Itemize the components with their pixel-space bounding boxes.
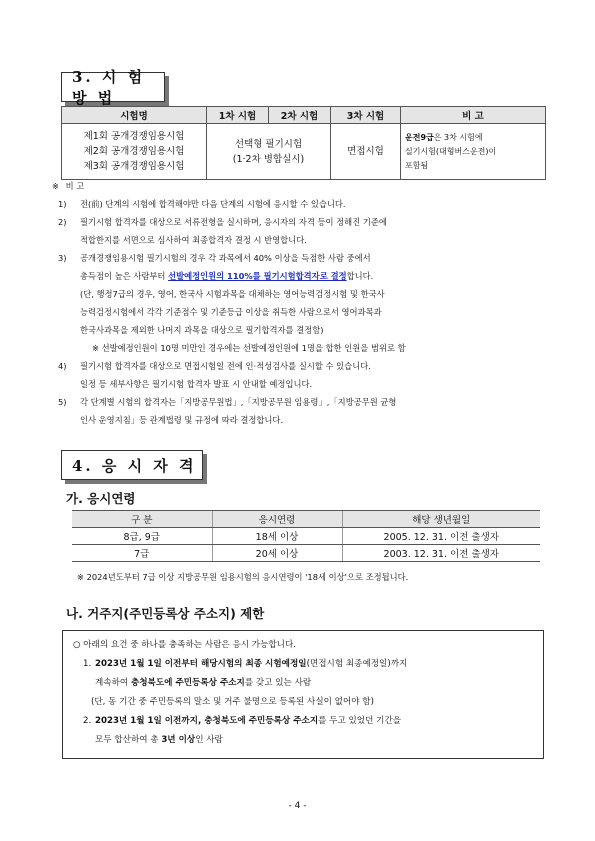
stage-1-2-remark: (1·2차 병합실시) xyxy=(232,153,305,165)
requirement-item xyxy=(73,655,533,674)
note-bold: 운전9급 xyxy=(405,132,434,142)
notes-block xyxy=(52,177,552,429)
notes-heading xyxy=(52,177,552,195)
page-number: - 4 - xyxy=(288,801,307,811)
note-text: 인사 운영지침」등 관계법령 및 규정에 따라 결정합니다. xyxy=(80,415,284,425)
age-note: ※ 2024년도부터 7급 이상 지방공무원 임용시험의 응시연령이 '18세 이상'으로 조정됩니다. xyxy=(77,572,409,582)
age-cell: 20세 이상 xyxy=(212,545,342,562)
table-header-row xyxy=(72,511,540,528)
highlighted-rule: 선발예정인원의 110%를 필기시험합격자로 결정 xyxy=(168,271,347,281)
requirement-text xyxy=(73,674,533,693)
item-bold-text: 2023년 1월 1일 이전부터 해당시험의 최종 시험예정일 xyxy=(95,659,307,669)
col-header-category: 구 분 xyxy=(72,511,212,528)
item-bold-text: 2023년 1월 1일 이전까지, 충청북도에 주민등록상 주소지 xyxy=(95,716,319,726)
col-header-stage2: 2차 시험 xyxy=(269,107,331,124)
stage-3-cell: 면접시험 xyxy=(331,124,401,180)
requirement-item xyxy=(73,712,533,731)
table-row xyxy=(72,545,540,562)
note-text xyxy=(52,267,552,285)
col-header-birthdate: 해당 생년월일 xyxy=(342,511,540,528)
residence-subheading: 나. 거주지(주민등록상 주소지) 제한 xyxy=(66,606,265,621)
item-number: 1. xyxy=(83,659,92,669)
section-3-heading xyxy=(61,68,165,107)
table-row xyxy=(62,124,546,180)
exam-name: 제3회 공개경쟁임용시험 xyxy=(83,161,185,172)
stage-1-2-type: 선택형 필기시험 xyxy=(234,138,303,150)
grade-cell: 7급 xyxy=(72,545,212,562)
note-text: 실기시험(대형버스운전)이 xyxy=(405,146,497,156)
exam-names-cell xyxy=(62,124,207,180)
requirement-condition: (단, 동 기간 중 주민등록의 말소 및 거주 불명으로 등록된 사실이 없어야 함) xyxy=(91,697,374,707)
note-cell xyxy=(401,124,546,180)
age-subheading: 가. 응시연령 xyxy=(66,491,136,506)
stage-1-2-cell xyxy=(207,124,331,180)
note-text: 한국사과목을 제외한 나머지 과목을 대상으로 필기합격자를 결정함) xyxy=(80,325,324,335)
note-text: 포함됨 xyxy=(405,160,429,170)
note-text: 필기시험 합격자를 대상으로 서류전형을 실시하며, 응시자의 자격 등이 정해진 기준에 xyxy=(80,217,387,227)
birthdate-cell: 2003. 12. 31. 이전 출생자 xyxy=(342,545,540,562)
item-bold-text: 충청북도에 주민등록상 주소지 xyxy=(130,678,245,688)
note-text: 은 3차 시험에 xyxy=(433,132,483,142)
item-text: 를 갖고 있는 사람 xyxy=(244,678,312,688)
item-text: 인 사람 xyxy=(195,735,223,745)
exam-name: 제2회 공개경쟁임용시험 xyxy=(83,146,185,157)
note-item xyxy=(58,357,552,375)
item-number: 2. xyxy=(83,716,92,726)
note-text: 각 단계별 시험의 합격자는「지방공무원법」,「지방공무원 임용령」,「지방공무원 균형 xyxy=(80,397,397,407)
item-text: (면접시험 최종예정일)까지 xyxy=(306,659,408,669)
note-number: 1) xyxy=(58,199,67,209)
item-text: 계속하여 xyxy=(95,678,131,688)
note-text: 공개경쟁임용시험 필기시험의 경우 각 과목에서 40% 이상을 득점한 사람 중에서 xyxy=(80,253,371,263)
age-table xyxy=(72,510,540,562)
item-text: 모두 합산하여 총 xyxy=(95,735,162,745)
reference-mark: ※ xyxy=(52,181,59,191)
note-number: 4) xyxy=(58,361,67,371)
col-header-exam-name: 시험명 xyxy=(62,107,207,124)
section-4-title: 4. 응 시 자 격 xyxy=(72,456,197,475)
note-subnote: ※ 선발예정인원이 10명 미만인 경우에는 선발예정인원에 1명을 합한 인원을 범위로 함 xyxy=(92,343,406,353)
col-header-age: 응시연령 xyxy=(212,511,342,528)
note-item xyxy=(58,249,552,267)
notes-heading-text: 비 고 xyxy=(65,181,85,191)
table-header-row xyxy=(62,107,546,124)
age-cell: 18세 이상 xyxy=(212,528,342,545)
section-3-title: 3. 시 험 방 법 xyxy=(72,68,146,107)
note-text: 전(前) 단계의 시험에 합격해야만 다음 단계의 시험에 응시할 수 있습니다. xyxy=(80,199,346,209)
note-text: 적합한지를 서면으로 심사하여 최종합격자 결정 시 반영합니다. xyxy=(80,235,307,245)
note-number: 2) xyxy=(58,217,67,227)
birthdate-cell: 2005. 12. 31. 이전 출생자 xyxy=(342,528,540,545)
residence-requirements-box xyxy=(62,630,544,759)
note-text: 일정 등 세부사항은 필기시험 합격자 발표 시 안내할 예정입니다. xyxy=(80,379,313,389)
note-item xyxy=(58,195,552,213)
col-header-note: 비 고 xyxy=(401,107,546,124)
note-item xyxy=(58,393,552,411)
grade-cell: 8급, 9급 xyxy=(72,528,212,545)
note-text-part: 총득점이 높은 사람부터 xyxy=(80,271,169,281)
requirement-text xyxy=(73,731,533,750)
residence-intro: ○ 아래의 요건 중 하나를 충족하는 사람은 응시 가능합니다. xyxy=(73,640,297,650)
section-4-heading xyxy=(61,450,203,480)
col-header-stage3: 3차 시험 xyxy=(331,107,401,124)
exam-method-table xyxy=(61,106,546,180)
item-text: 를 두고 있었던 기간을 xyxy=(318,716,402,726)
note-number: 5) xyxy=(58,397,67,407)
exam-name: 제1회 공개경쟁임용시험 xyxy=(83,131,185,142)
note-text: 능력검정시험에서 각각 기준점수 및 기준등급 이상을 취득한 사람으로서 영어과목과 xyxy=(80,307,382,317)
note-text: 필기시험 합격자를 대상으로 면접시험일 전에 인·적성검사를 실시할 수 있습니다. xyxy=(80,361,371,371)
col-header-stage1: 1차 시험 xyxy=(207,107,269,124)
note-item xyxy=(58,213,552,231)
note-text: (단, 행정7급의 경우, 영어, 한국사 시험과목을 대체하는 영어능력검정시험 및 한국사 xyxy=(80,289,385,299)
table-row xyxy=(72,528,540,545)
item-bold-text: 3년 이상 xyxy=(161,735,196,745)
note-number: 3) xyxy=(58,253,67,263)
note-text-part: 합니다. xyxy=(346,271,374,281)
